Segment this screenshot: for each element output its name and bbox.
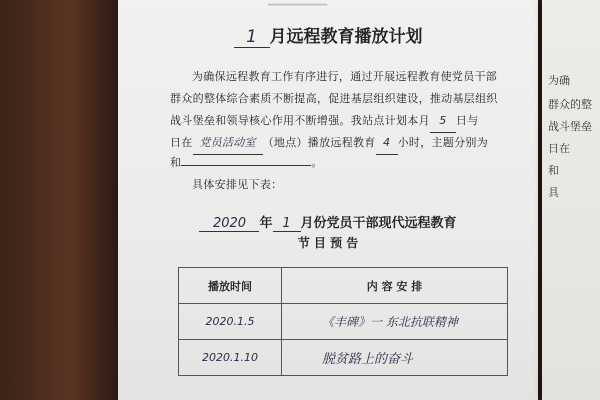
para-line-5 bbox=[170, 152, 510, 174]
bleed-through-text: ▔▔▔▔▔▔▔ bbox=[268, 4, 328, 17]
line5-post: 。 bbox=[311, 156, 323, 169]
day-sep: 日与 bbox=[455, 114, 479, 127]
adjacent-line: 为确 bbox=[548, 74, 570, 87]
program-subtitle bbox=[118, 212, 538, 232]
row-content: 《丰碑》一 东北抗联精神 bbox=[282, 304, 508, 340]
line4-mid: （地点）播放远程教育 bbox=[262, 136, 376, 149]
intro-paragraph bbox=[170, 66, 510, 88]
adjacent-line: 群众的整 bbox=[548, 98, 592, 111]
row-content: 脱贫路上的奋斗 bbox=[282, 340, 508, 376]
adjacent-line: 和 bbox=[548, 164, 559, 177]
subtitle-text: 月份党员干部现代远程教育 bbox=[300, 216, 457, 231]
line5-pre: 和 bbox=[170, 156, 182, 169]
page-title bbox=[118, 22, 538, 48]
para-line-3-wrap bbox=[170, 110, 510, 133]
para-line-1: 为确保远程教育工作有序进行，通过开展远程教育使党员干部 bbox=[192, 70, 498, 83]
adjacent-line: 日在 bbox=[548, 142, 570, 155]
location-value: 党员活动室 bbox=[193, 132, 263, 155]
program-preview-heading: 节 目 预 告 bbox=[297, 236, 359, 250]
line4-pre: 日在 bbox=[170, 136, 193, 149]
hours-value: 4 bbox=[376, 132, 398, 155]
subtitle-year: 2020 bbox=[199, 216, 259, 232]
document-page bbox=[118, 0, 538, 400]
schedule-intro: 具体安排见下表： bbox=[192, 178, 283, 191]
header-content: 内 容 安 排 bbox=[282, 268, 508, 304]
table-header-row bbox=[179, 268, 508, 304]
adjacent-line: 具 bbox=[548, 186, 559, 199]
para-line-3: 战斗堡垒和领导核心作用不断增强。我站点计划本月 bbox=[170, 114, 430, 127]
line4-post: 小时，主题分别为 bbox=[397, 136, 489, 149]
row-time: 2020.1.10 bbox=[179, 340, 282, 376]
table-row bbox=[179, 340, 508, 376]
row-time: 2020.1.5 bbox=[179, 304, 282, 340]
subtitle-month: 1 bbox=[273, 216, 301, 232]
adjacent-page bbox=[542, 0, 600, 400]
para-line-2: 群众的整体综合素质不断提高，促进基层组织建设，推动基层组织 bbox=[170, 92, 498, 105]
table-row bbox=[179, 304, 508, 340]
header-time: 播放时间 bbox=[179, 268, 282, 304]
day-from: 5 bbox=[430, 110, 456, 133]
title-text: 月远程教育播放计划 bbox=[269, 27, 423, 47]
adjacent-line: 战斗堡垒 bbox=[548, 120, 592, 133]
topic-blank bbox=[181, 165, 311, 166]
title-month: 1 bbox=[234, 27, 270, 48]
schedule-table bbox=[178, 267, 508, 376]
subtitle-year-suffix: 年 bbox=[259, 216, 273, 231]
